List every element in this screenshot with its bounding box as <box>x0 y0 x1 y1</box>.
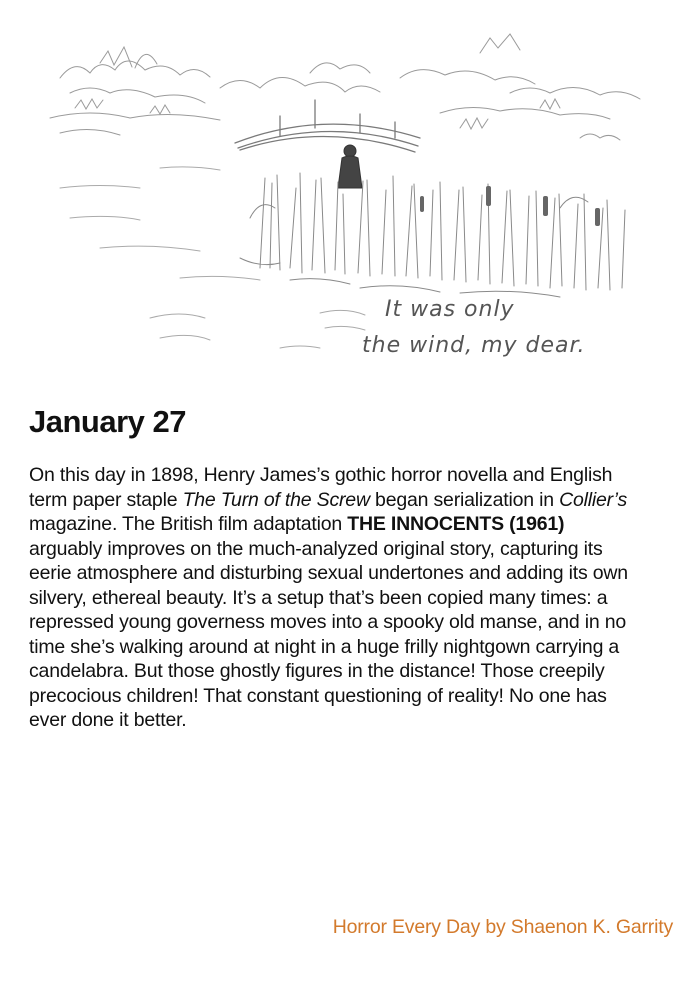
caption-line-2: the wind, my dear. <box>362 333 586 358</box>
novella-title: The Turn of the Screw <box>182 488 370 511</box>
caption-line-1: It was only <box>385 297 515 322</box>
magazine-title: Collier’s <box>559 488 628 511</box>
pencil-illustration <box>40 18 670 388</box>
entry-date: January 27 <box>29 404 186 439</box>
film-title: THE INNOCENTS (1961) <box>347 513 565 535</box>
paragraph-part-4: arguably improves on the much-analyzed original story, capturing its eerie atmosphere and disturbing sexual undertones and adding its own silvery, ethereal beauty. It’s a setup that’s been copied many times: a repressed young governess moves into a spooky old manse, and in no time she’s walking around at night in a huge frilly nightgown carrying a candelabra. But those ghostly figures in the distance! Those creepily precocious children! That constant questioning of reality! No one has ever done it better. <box>29 537 628 731</box>
paragraph-part-1: On this day in 1898, Henry James’s gothic horror novella and English term paper staple <box>29 464 613 511</box>
credit-line: Horror Every Day by Shaenon K. Garrity <box>332 916 673 938</box>
entry-paragraph <box>29 463 629 733</box>
lake-bridge-sketch <box>40 18 670 388</box>
paragraph-part-2: began serialization in <box>369 488 560 511</box>
paragraph-part-3: magazine. The British film adaptation <box>29 513 348 535</box>
